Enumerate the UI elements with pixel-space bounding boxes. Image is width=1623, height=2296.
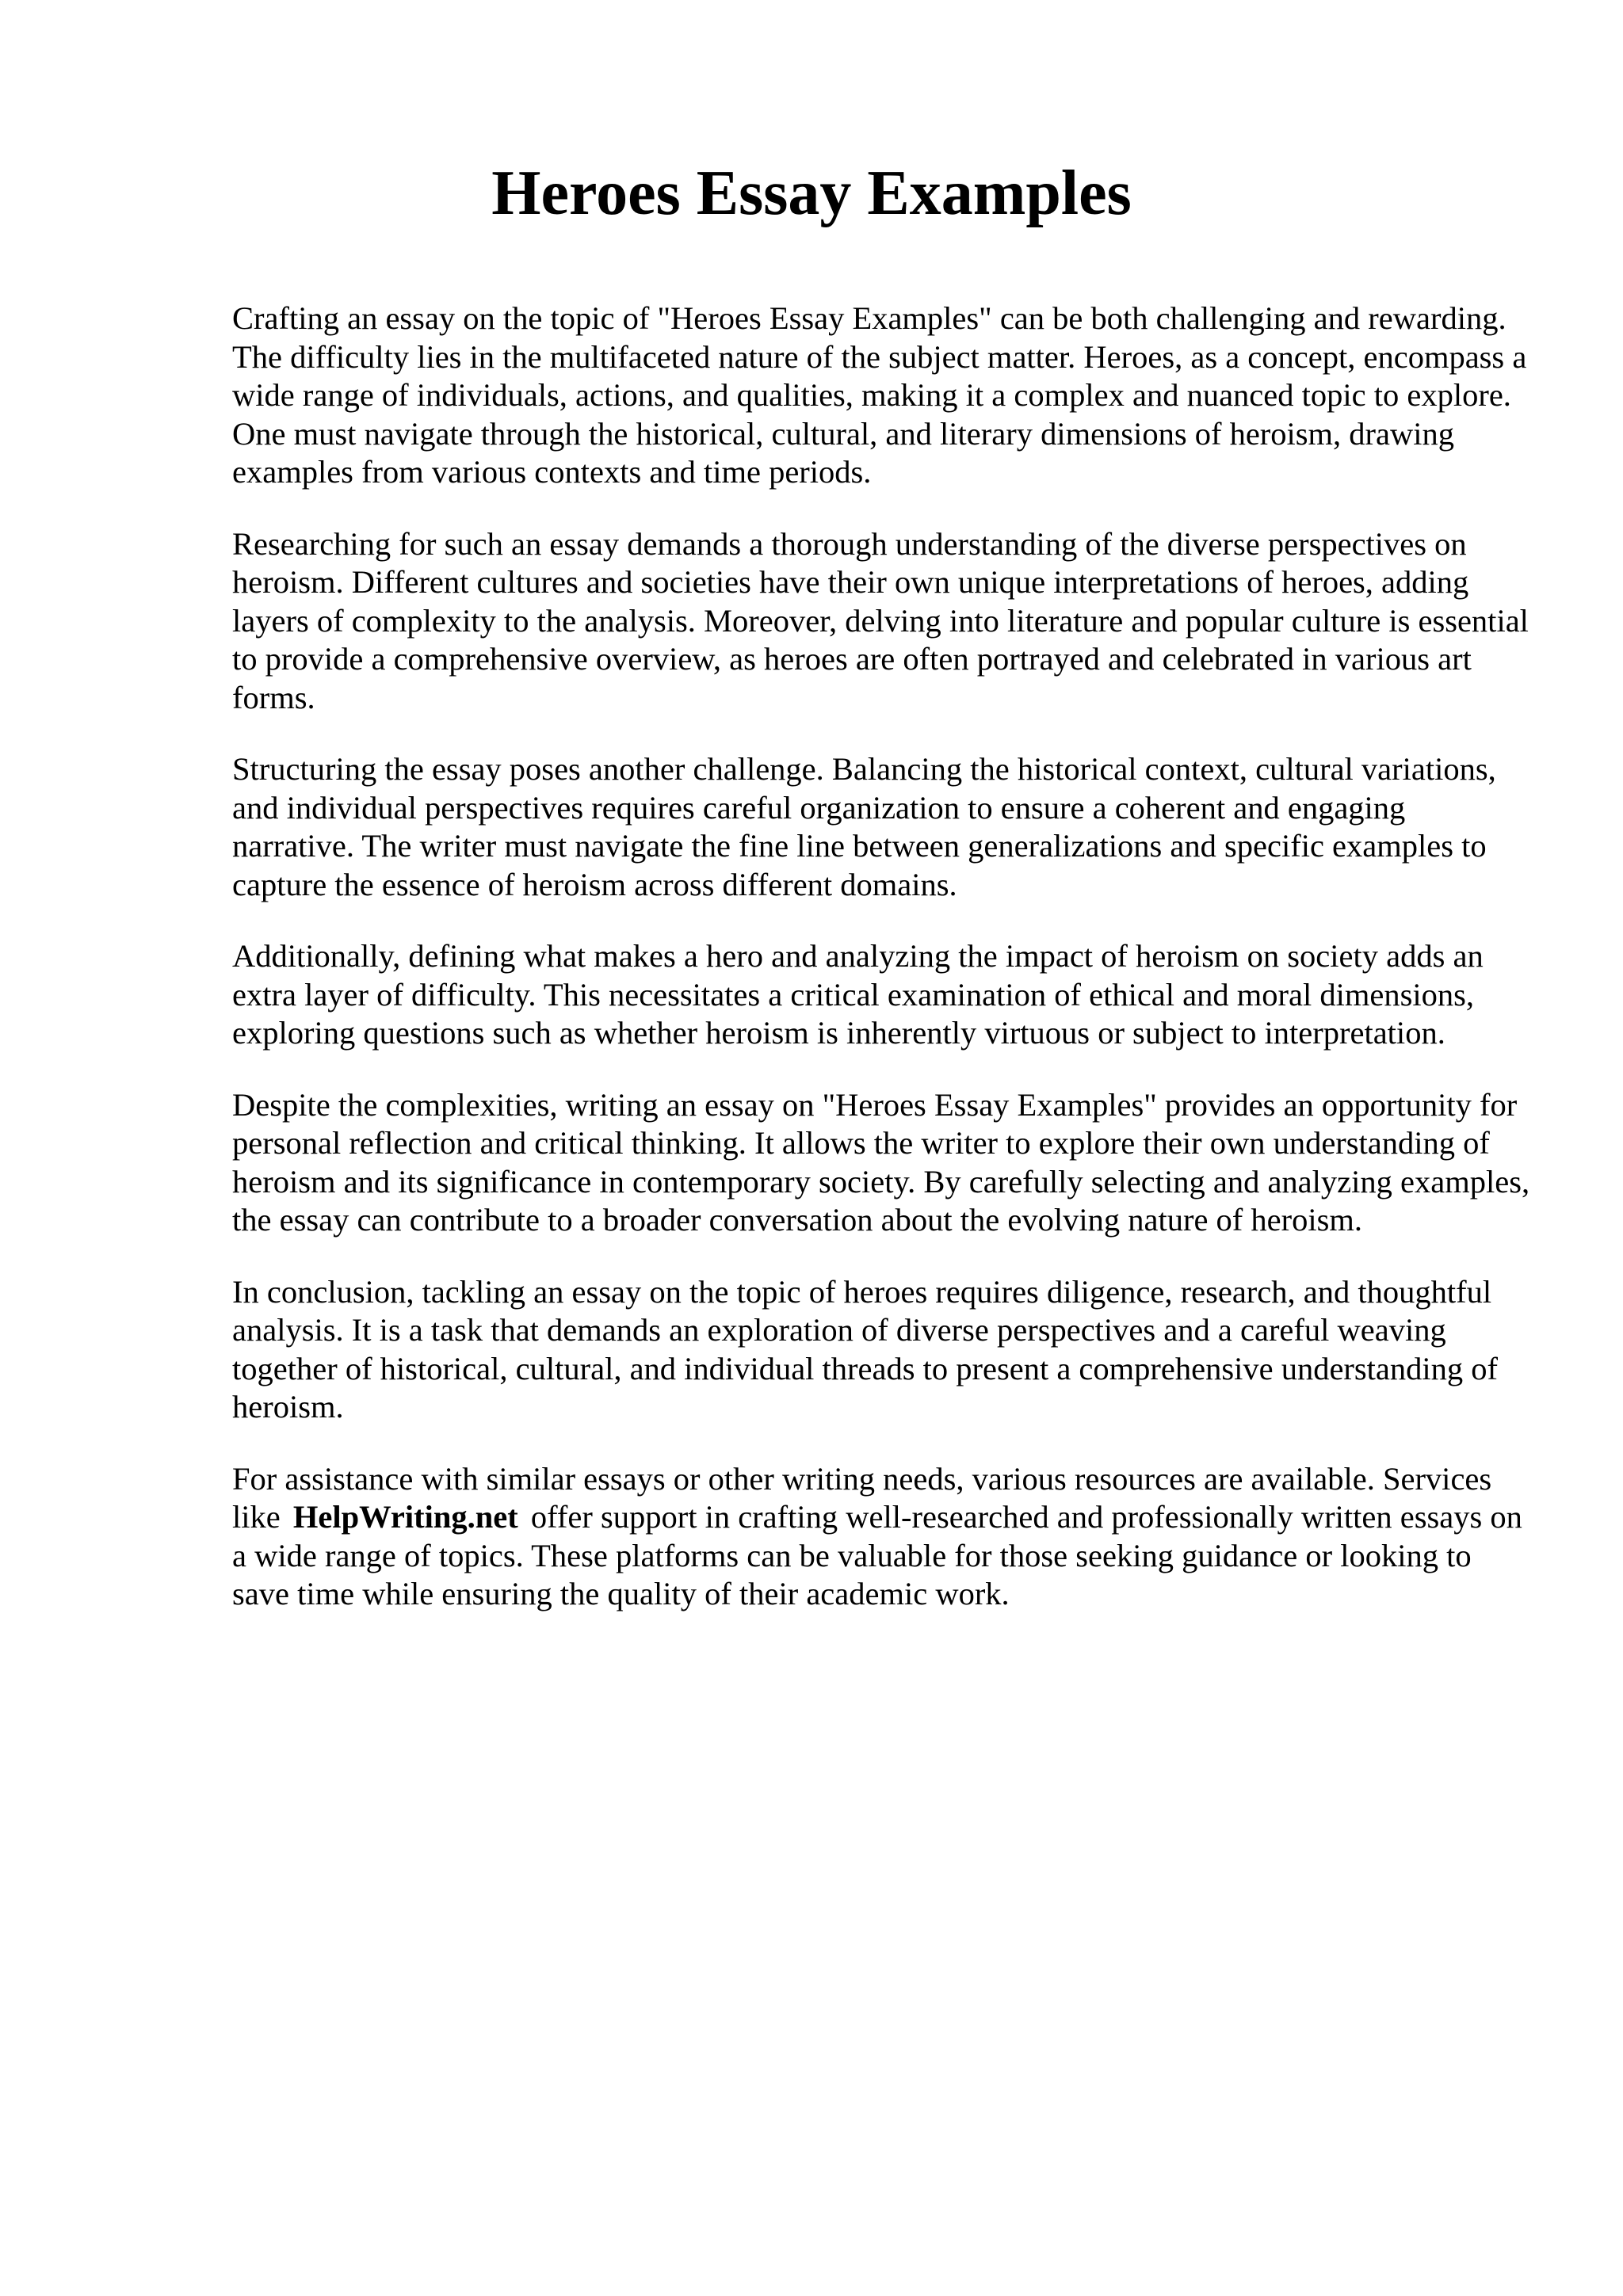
- paragraph-5: Despite the complexities, writing an essay on "Heroes Essay Examples" provides an opportunity for personal reflection and critical thinking. It allows the writer to explore their own understanding of heroism and its significance in contemporary society. By carefully selecting and analyzing examples, the essay can contribute to a broader conversation about the evolving nature of heroism.: [232, 1086, 1530, 1238]
- paragraph-6: In conclusion, tackling an essay on the topic of heroes requires diligence, research, and thoughtful analysis. It is a task that demands an exploration of diverse perspectives and a careful weaving together of historical, cultural, and individual threads to present a comprehensive understanding of heroism.: [232, 1273, 1499, 1425]
- essay-body: [232, 299, 1532, 1647]
- paragraph-3: Structuring the essay poses another challenge. Balancing the historical context, cultural variations, and individual perspectives requires careful organization to ensure a coherent and engaging narrative. The writer must navigate the fine line between generalizations and specific examples to capture the essence of heroism across different domains.: [232, 751, 1496, 902]
- paragraph-7-intro: For assistance with similar essays or other writing needs, various resources are available. Services like: [232, 1460, 1492, 1535]
- helpwriting-link[interactable]: HelpWriting.net: [292, 1499, 518, 1535]
- paragraph-7: [232, 1460, 1532, 1614]
- paragraph-1: Crafting an essay on the topic of "Heroes Essay Examples" can be both challenging and rewarding. The difficulty lies in the multifaceted nature of the subject matter. Heroes, as a concept, encompass a wide range of individuals, actions, and qualities, making it a complex and nuanced topic to explore. One must navigate through the historical, cultural, and literary dimensions of heroism, drawing examples from various contexts and time periods.: [232, 300, 1527, 490]
- paragraph-2: Researching for such an essay demands a thorough understanding of the diverse perspectives on heroism. Different cultures and societies have their own unique interpretations of heroes, adding layers of complexity to the analysis. Moreover, delving into literature and popular culture is essential to provide a comprehensive overview, as heroes are often portrayed and celebrated in various art forms.: [232, 525, 1529, 715]
- paragraph-4: Additionally, defining what makes a hero and analyzing the impact of heroism on society adds an extra layer of difficulty. This necessitates a critical examination of ethical and moral dimensions, exploring questions such as whether heroism is inherently virtuous or subject to interpretation.: [232, 938, 1484, 1051]
- paragraph-7-rest: offer support in crafting well-researched and professionally written essays on a wide range of topics. These platforms can be valuable for those seeking guidance or looking to save time while ensuring the quality of their academic work.: [232, 1499, 1522, 1611]
- page-title: Heroes Essay Examples: [491, 158, 1132, 228]
